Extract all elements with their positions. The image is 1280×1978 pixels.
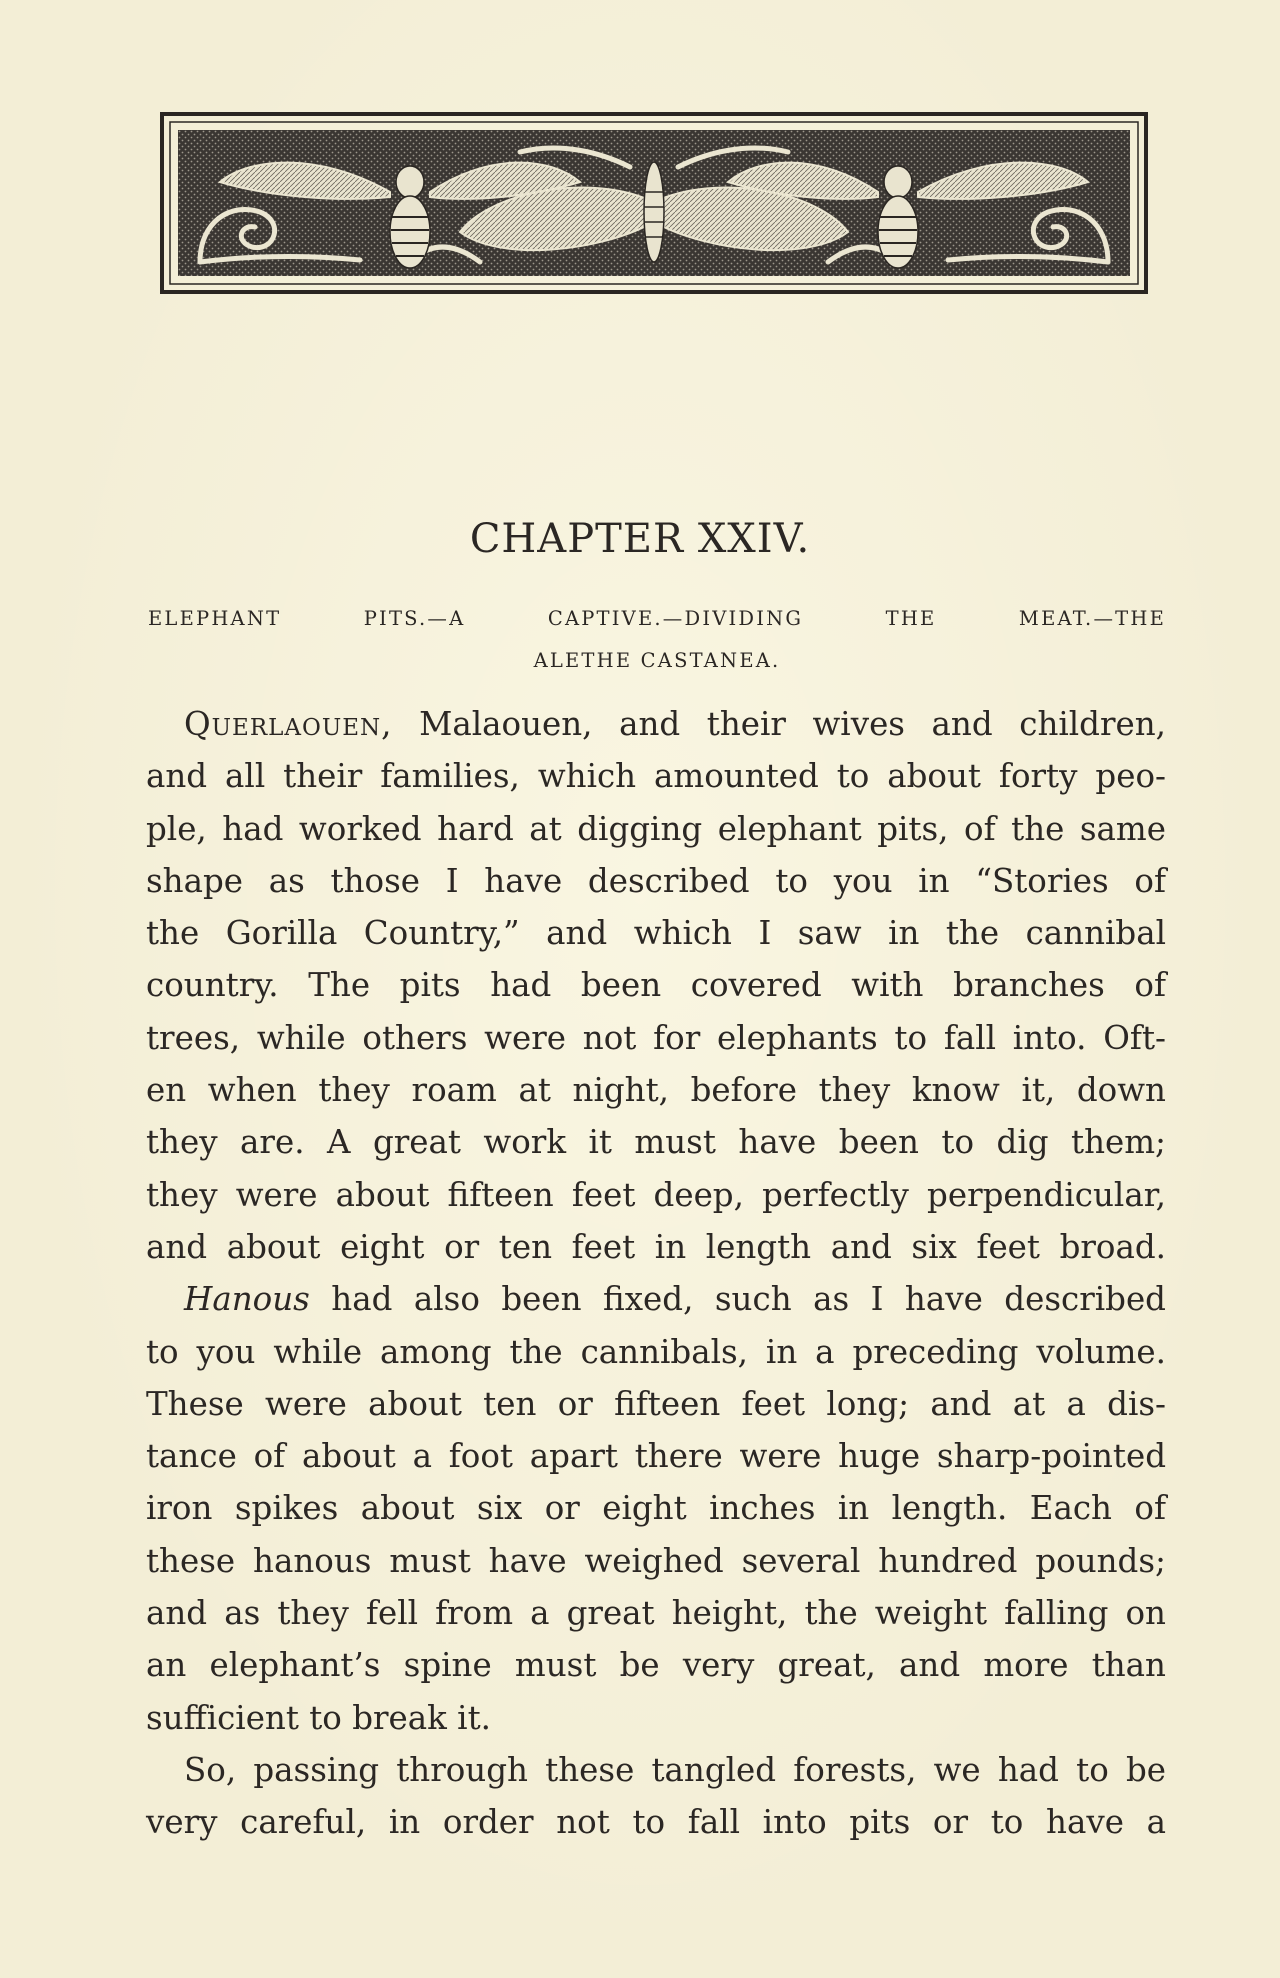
text-line: to you while among the cannibals, in a preceding volume. <box>146 1332 1166 1371</box>
text-line: shape as those I have described to you in “Stories of <box>146 861 1166 900</box>
italic-lead-word: Hanous <box>184 1280 310 1319</box>
text-line: country. The pits had been covered with branches of <box>146 966 1166 1005</box>
text-line: trees, while others were not for elephants to fall into. Oft- <box>146 1018 1166 1057</box>
text-line: and about eight or ten feet in length and six feet broad. <box>146 1227 1166 1266</box>
text-line: the Gorilla Country,” and which I saw in the cannibal <box>146 914 1166 953</box>
text-line: tance of about a foot apart there were huge sharp-pointed <box>146 1437 1166 1476</box>
text-line: These were about ten or fifteen feet long; and at a dis- <box>146 1384 1166 1423</box>
text-line: and as they fell from a great height, the weight falling on <box>146 1594 1166 1633</box>
text-line: en when they roam at night, before they know it, down <box>146 1071 1166 1110</box>
text-line <box>146 1273 1166 1325</box>
text-line: they were about fifteen feet deep, perfectly perpendicular, <box>146 1175 1166 1214</box>
text-line: ple, had worked hard at digging elephant pits, of the same <box>146 809 1166 848</box>
text-line-content: Malaouen, and their wives and children, <box>392 705 1166 743</box>
text-line: they are. A great work it must have been to dig them; <box>146 1123 1166 1162</box>
chapter-summary <box>148 598 1166 682</box>
chapter-body <box>146 698 1166 1849</box>
small-caps-lead-word: Querlaouen, <box>184 705 393 743</box>
text-line: So, passing through these tangled forests, we had to be <box>184 1750 1166 1789</box>
text-line-content: had also been fixed, such as I have described <box>309 1280 1166 1319</box>
text-line: and all their families, which amounted to about forty peo- <box>146 757 1166 796</box>
chapter-summary-line: ALETHE CASTANEA. <box>533 649 781 672</box>
text-line <box>146 698 1166 750</box>
text-line: sufficient to break it. <box>146 1698 491 1737</box>
chapter-summary-line: ELEPHANT PITS.—A CAPTIVE.—DIVIDING THE MEAT.—THE <box>148 607 1166 630</box>
chapter-title: CHAPTER XXIV. <box>469 516 811 562</box>
text-line: iron spikes about six or eight inches in length. Each of <box>146 1489 1166 1528</box>
text-line: very careful, in order not to fall into pits or to have a <box>146 1803 1166 1842</box>
text-line: an elephant’s spine must be very great, and more than <box>146 1646 1166 1685</box>
ornamental-headpiece-insects <box>160 112 1148 294</box>
text-line: these hanous must have weighed several hundred pounds; <box>146 1541 1166 1580</box>
